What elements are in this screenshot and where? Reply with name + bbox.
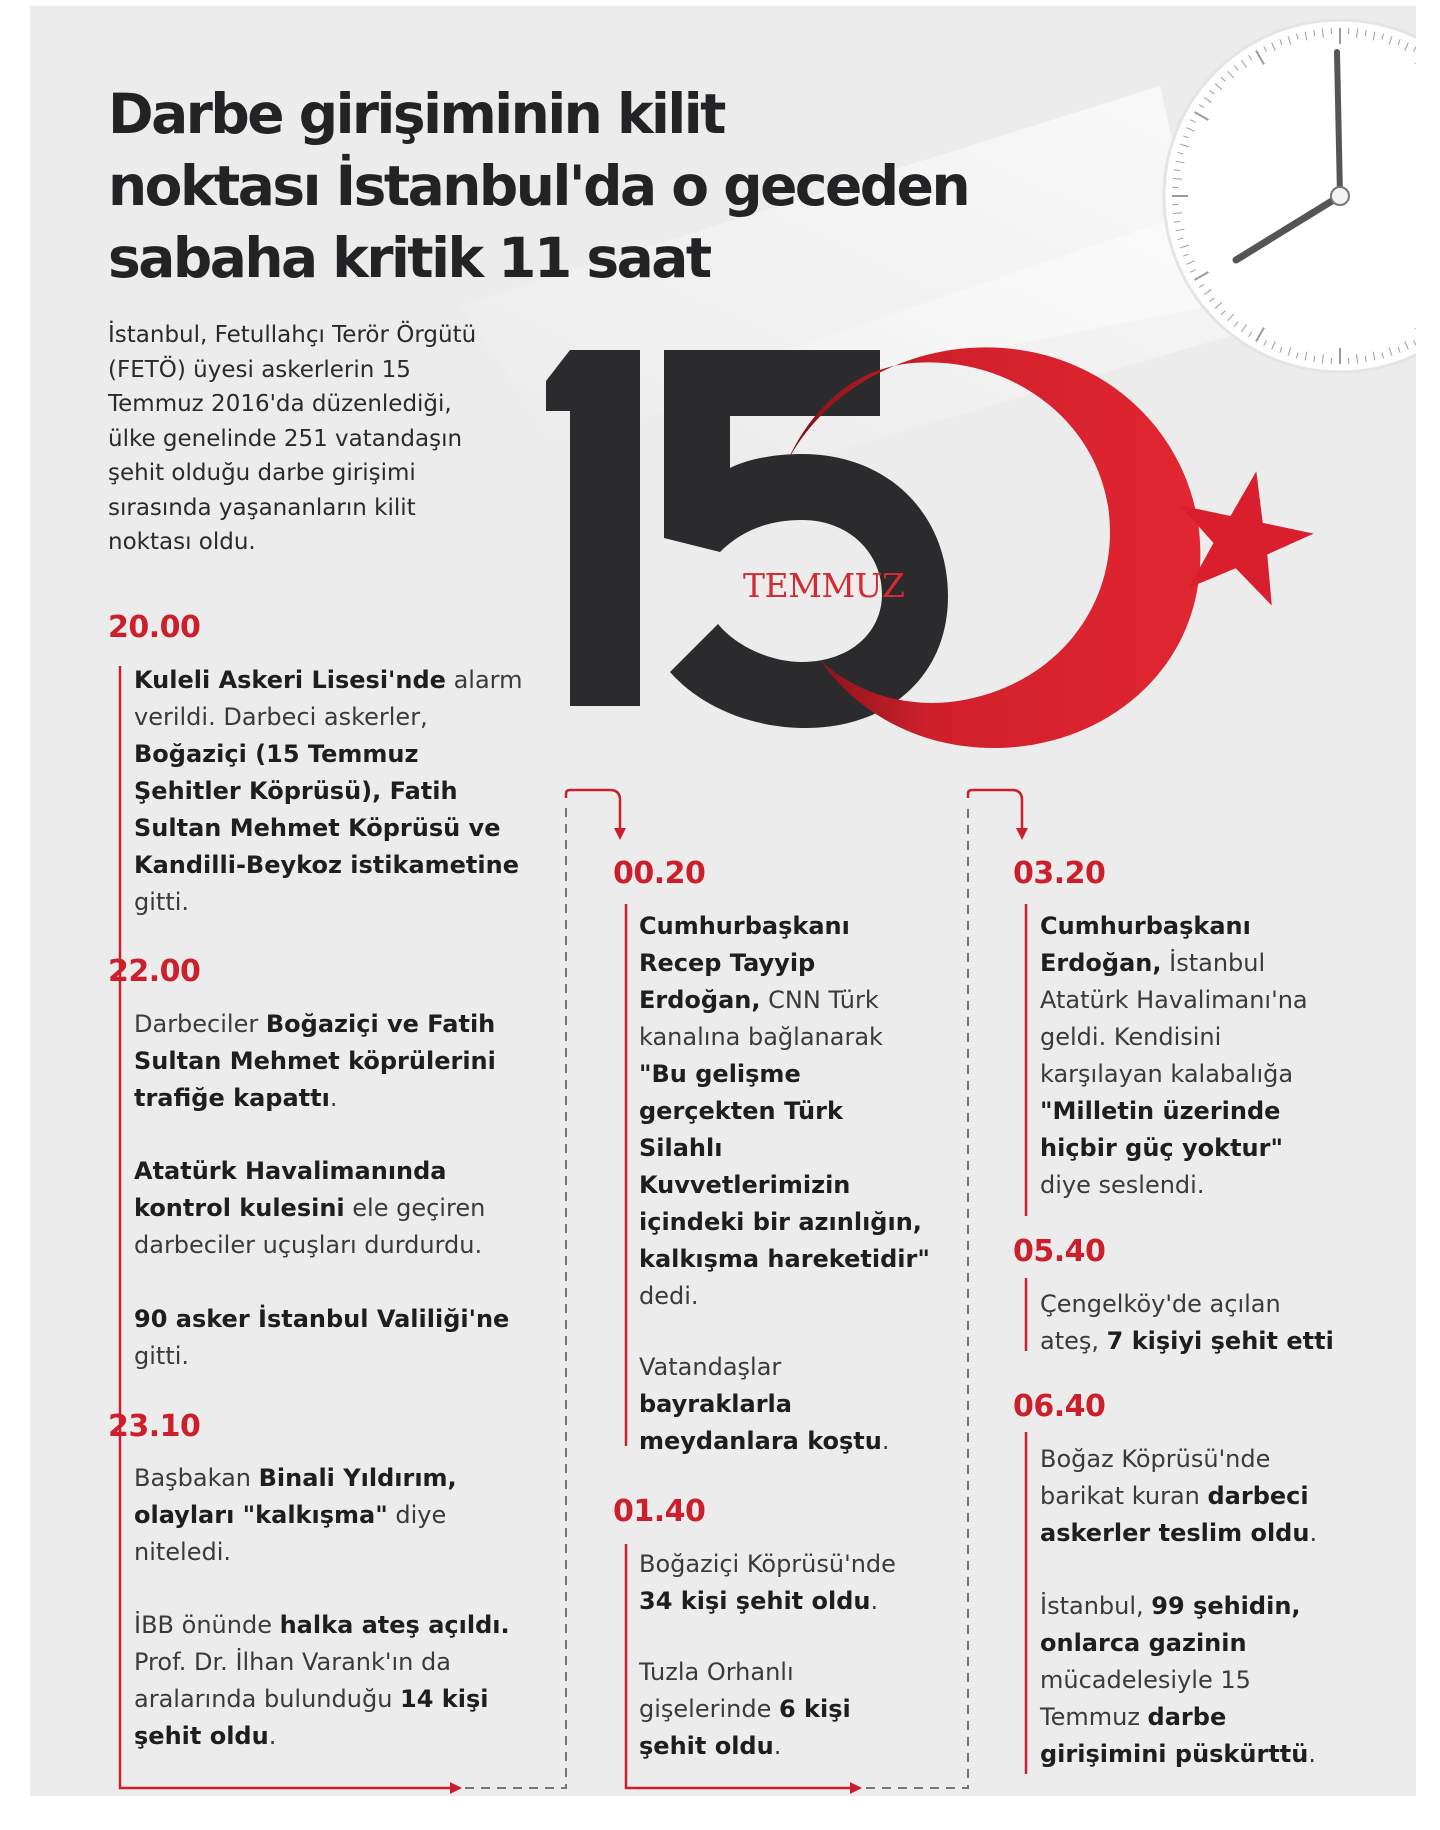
event-0540-text <box>1040 1286 1334 1360</box>
logo-temmuz-label: TEMMUZ <box>743 566 905 605</box>
text-segment: dedi. <box>639 1282 699 1310</box>
text-segment: CNN Türk kanalına bağlanarak <box>639 986 883 1051</box>
logo-digit-one <box>546 350 640 706</box>
bold-text-segment: "Milletin üzerinde hiçbir güç yoktur" <box>1040 1097 1283 1162</box>
text-segment: . <box>870 1587 879 1615</box>
event-0640-text-2 <box>1040 1588 1316 1773</box>
text-segment: diye niteledi. <box>134 1501 447 1566</box>
text-segment: . <box>268 1722 277 1750</box>
bold-text-segment: Boğaziçi ve Fatih Sultan Mehmet köprülerini trafiğe kapattı <box>134 1010 496 1112</box>
page-title: Darbe girişiminin kilit noktası İstanbul'da o geceden sabaha kritik 11 saat <box>108 82 969 290</box>
bold-text-segment: 6 kişi şehit oldu <box>639 1695 851 1760</box>
text-segment: Başbakan <box>134 1464 259 1492</box>
text-segment: Darbeciler <box>134 1010 266 1038</box>
time-0140: 01.40 <box>613 1494 706 1529</box>
event-0140-text-2 <box>639 1654 851 1765</box>
event-2200-text-1 <box>134 1006 496 1117</box>
bold-text-segment: 14 kişi şehit oldu <box>134 1685 489 1750</box>
bold-text-segment: 7 kişiyi şehit etti <box>1106 1327 1334 1355</box>
bold-text-segment: Kuleli Askeri Lisesi'nde <box>134 666 446 694</box>
bold-text-segment: Binali Yıldırım, olayları "kalkışma" <box>134 1464 457 1529</box>
text-segment: . <box>881 1427 890 1455</box>
event-2310-text-2 <box>134 1607 510 1755</box>
text-segment: ele geçiren darbeciler uçuşları durdurdu. <box>134 1194 486 1259</box>
time-0540: 05.40 <box>1013 1234 1106 1269</box>
event-2000-text <box>134 662 522 921</box>
bold-text-segment: Atatürk Havalimanında kontrol kulesini <box>134 1157 447 1222</box>
bold-text-segment: halka ateş açıldı. <box>279 1611 510 1639</box>
text-segment: Tuzla Orhanlı gişelerinde <box>639 1658 794 1723</box>
text-segment: . <box>773 1732 782 1760</box>
text-segment: Vatandaşlar <box>639 1353 782 1381</box>
time-0640: 06.40 <box>1013 1389 1106 1424</box>
text-segment: Prof. Dr. İlhan Varank'ın da aralarında bulunduğu <box>134 1648 451 1713</box>
bold-text-segment: Cumhurbaşkanı Recep Tayyip Erdoğan, <box>639 912 850 1014</box>
time-0320: 03.20 <box>1013 856 1106 891</box>
text-segment: . <box>1308 1740 1316 1768</box>
text-segment: İBB önünde <box>134 1611 280 1639</box>
event-2200-text-3 <box>134 1301 509 1375</box>
infographic-poster <box>30 6 1416 1796</box>
time-2310: 23.10 <box>108 1409 201 1444</box>
bold-text-segment: 34 kişi şehit oldu <box>639 1587 871 1615</box>
event-0140-text-1 <box>639 1546 896 1620</box>
event-0640-text-1 <box>1040 1441 1317 1552</box>
event-0020-text-2 <box>639 1349 890 1460</box>
text-segment: Çengelköy'de açılan ateş, <box>1040 1290 1281 1355</box>
time-0020: 00.20 <box>613 856 706 891</box>
bold-text-segment: Boğaziçi (15 Temmuz Şehitler Köprüsü), Fatih Sultan Mehmet Köprüsü ve Kandilli-Beykoz istikametine <box>134 740 519 879</box>
event-0020-text-1 <box>639 908 930 1315</box>
text-segment: gitti. <box>134 1342 190 1370</box>
event-2200-text-2 <box>134 1153 485 1264</box>
bold-text-segment: Cumhurbaşkanı Erdoğan, <box>1040 912 1251 977</box>
event-2310-text-1 <box>134 1460 457 1571</box>
text-segment: İstanbul, <box>1040 1592 1152 1620</box>
event-0320-text <box>1040 908 1308 1204</box>
bold-text-segment: darbeci askerler teslim oldu <box>1040 1482 1310 1547</box>
text-segment: . <box>1309 1519 1318 1547</box>
text-segment: Boğaziçi Köprüsü'nde <box>639 1550 896 1578</box>
text-segment: İstanbul Atatürk Havalimanı'na geldi. Kendisini karşılayan kalabalığa <box>1040 949 1308 1088</box>
text-segment: alarm verildi. Darbeci askerler, <box>134 666 523 731</box>
intro-paragraph: İstanbul, Fetullahçı Terör Örgütü (FETÖ) üyesi askerlerin 15 Temmuz 2016'da düzenlediği, ülke genelinde 251 vatandaşın şehit olduğu darbe girişimi sırasında yaşananların kilit noktası oldu. <box>108 322 477 555</box>
time-2200: 22.00 <box>108 954 201 989</box>
text-segment: diye seslendi. <box>1040 1171 1205 1199</box>
bold-text-segment: "Bu gelişme gerçekten Türk Silahlı Kuvvetlerimizin içindeki bir azınlığın, kalkışma hareketidir" <box>639 1060 930 1273</box>
text-segment: . <box>329 1084 338 1112</box>
bold-text-segment: 99 şehidin, onlarca gazinin <box>1040 1592 1301 1657</box>
time-2000: 20.00 <box>108 610 201 645</box>
text-segment: gitti. <box>134 888 190 916</box>
text-segment: mücadelesiyle 15 Temmuz <box>1040 1666 1251 1731</box>
bold-text-segment: darbe girişimini püskürttü <box>1040 1703 1309 1768</box>
text-segment: Boğaz Köprüsü'nde barikat kuran <box>1040 1445 1271 1510</box>
bold-text-segment: 90 asker İstanbul Valiliği'ne <box>134 1305 510 1333</box>
bold-text-segment: bayraklarla meydanlara koştu <box>639 1390 882 1455</box>
